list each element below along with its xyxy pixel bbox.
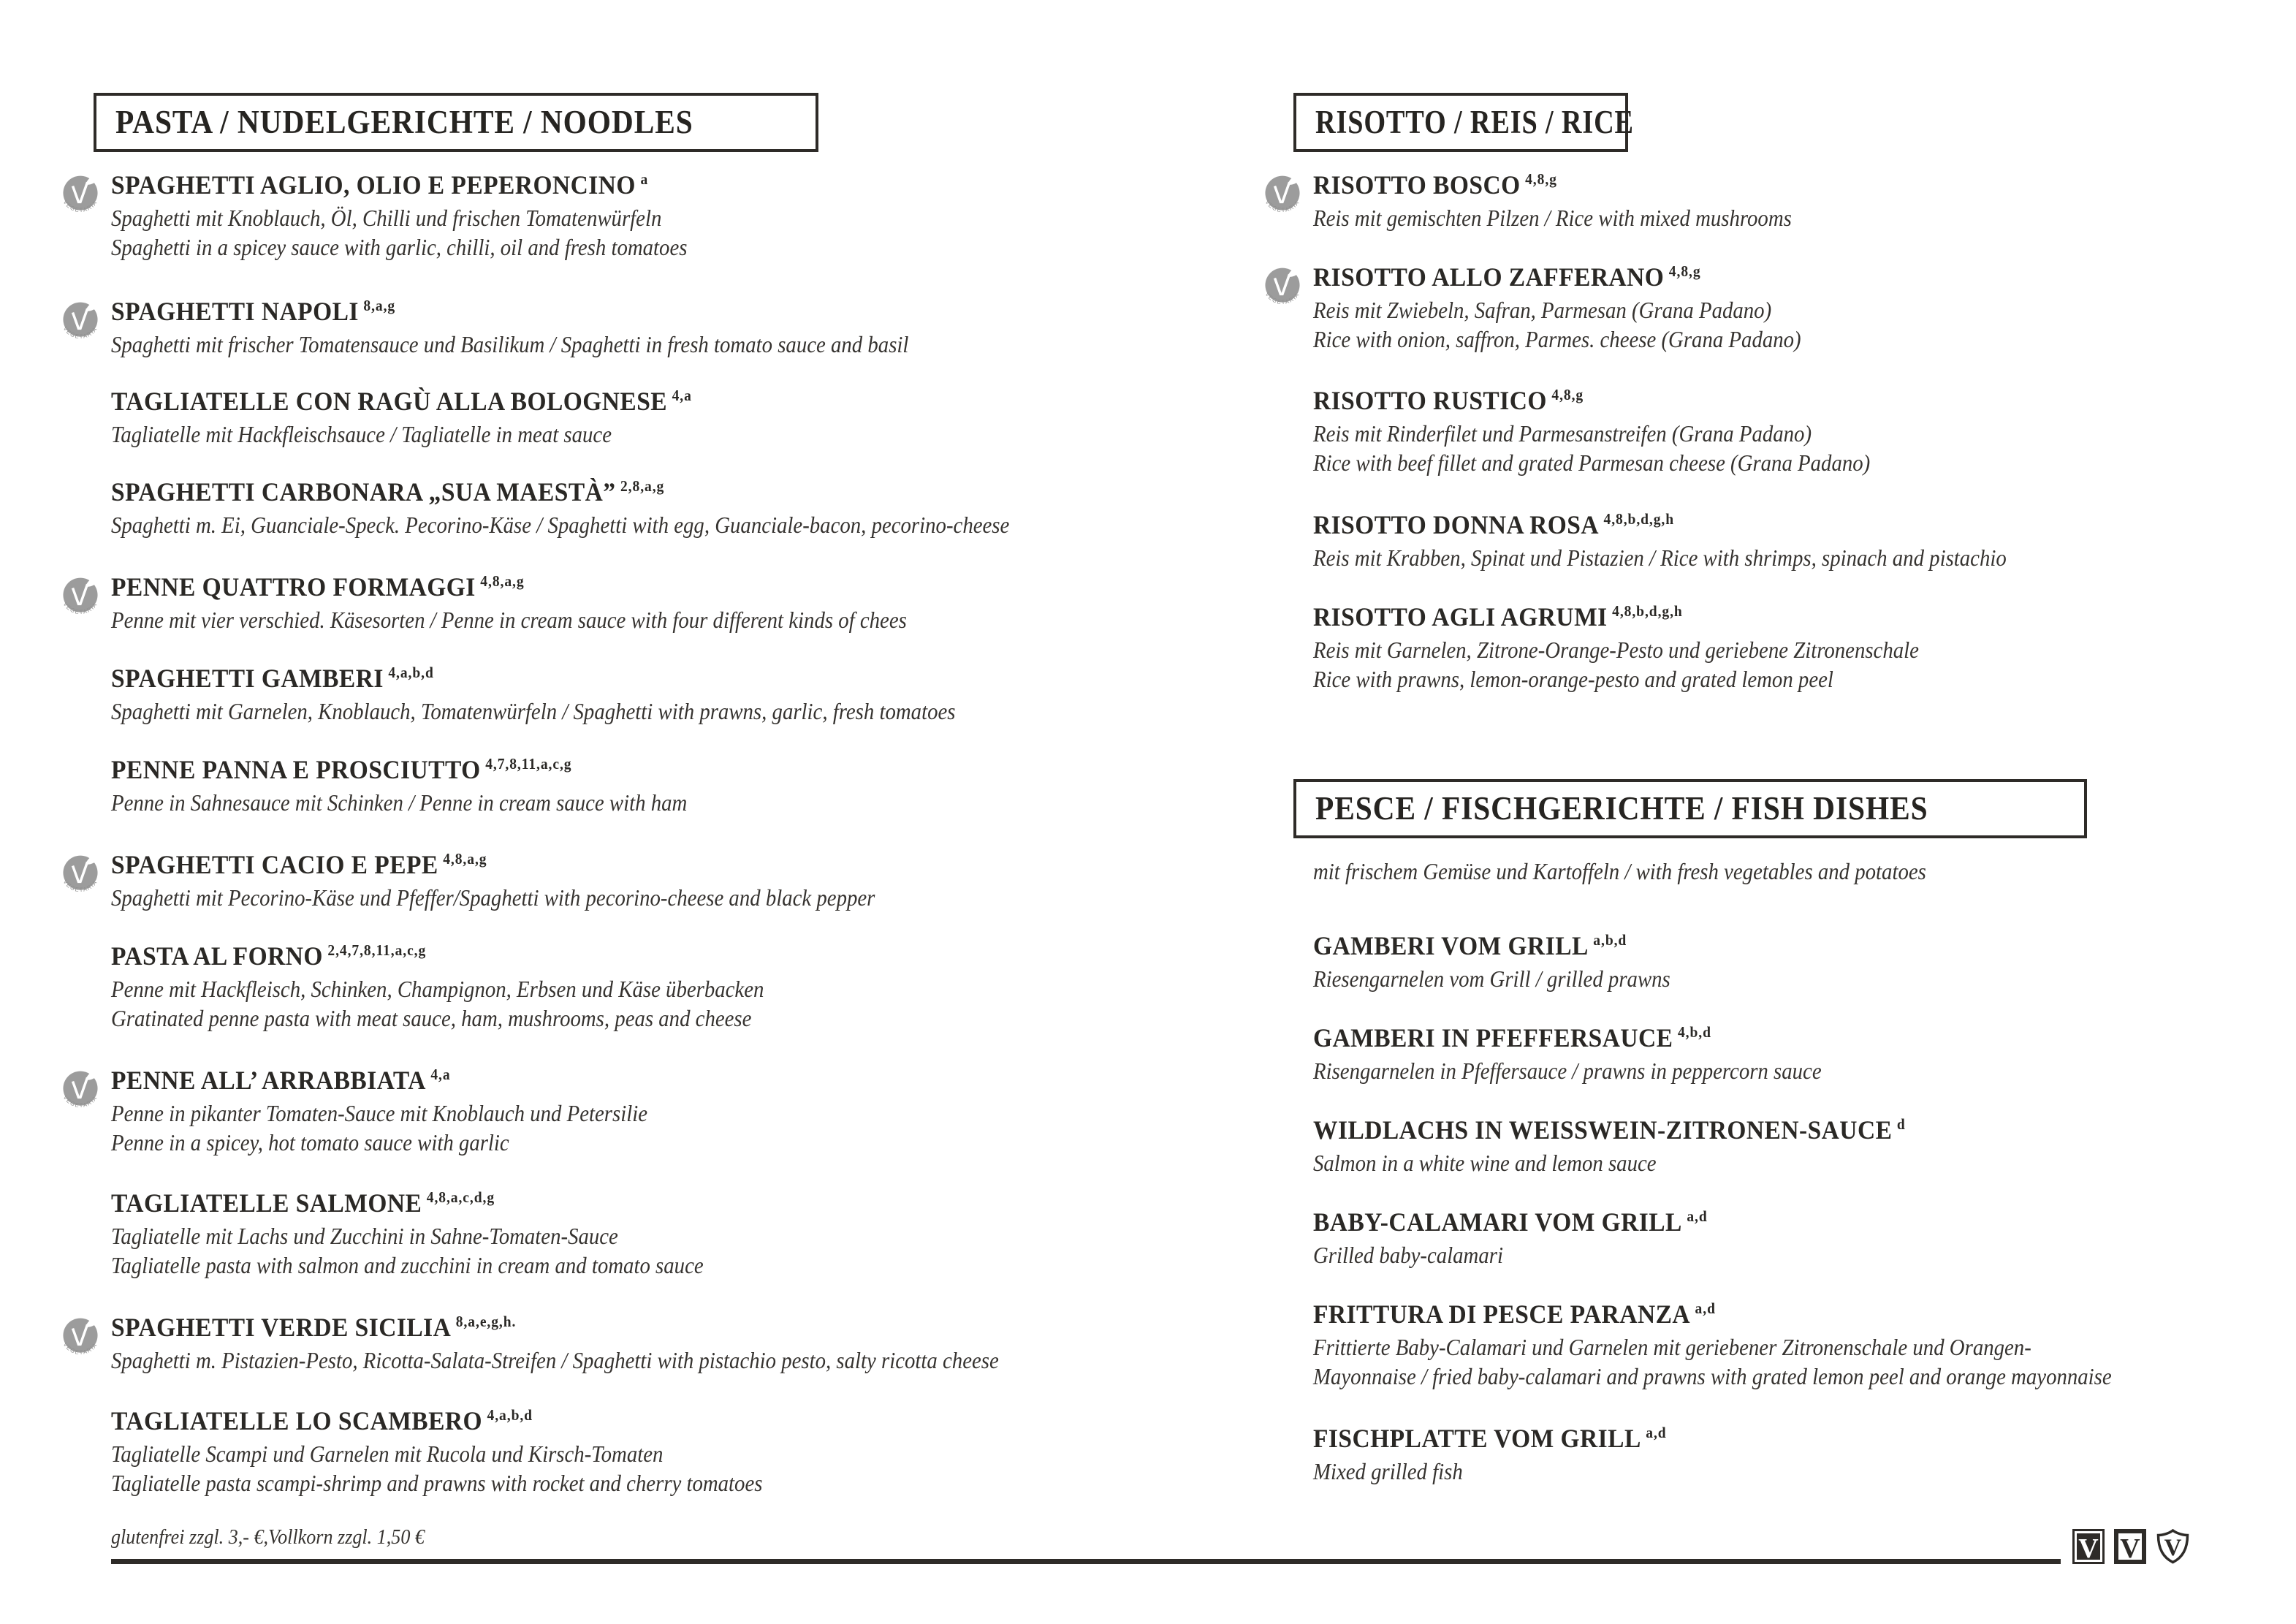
allergen-codes: a,b,d <box>1593 931 1627 949</box>
vegetarian-icon <box>60 1069 101 1119</box>
pesce-section-title: PESCE / FISCHGERICHTE / FISH DISHES <box>1315 790 1928 827</box>
dish-name <box>111 1313 1028 1346</box>
dish-name <box>1313 170 1808 203</box>
allergen-codes: 4,8,a,g <box>443 850 487 868</box>
vegetarian-icon <box>60 854 101 903</box>
dish-description: Penne mit vier verschied. Käsesorten / Penne in cream sauce with four different kinds of chees <box>111 607 907 633</box>
allergen-codes: 4,a <box>672 387 692 404</box>
dish-name-text: SPAGHETTI VERDE SICILIA <box>111 1313 452 1342</box>
dish-description-de: Tagliatelle mit Lachs und Zucchini in Sahne-Tomaten-Sauce <box>111 1223 618 1249</box>
vegetarian-icon <box>60 300 101 350</box>
dish-description: Reis mit Krabben, Spinat und Pistazien / Rice with shrimps, spinach and pistachio <box>1313 545 2007 571</box>
menu-item <box>1313 386 1932 477</box>
dish-description-en: Rice with onion, saffron, Parmes. cheese (Grana Padano) <box>1313 326 1801 352</box>
pasta-section-title: PASTA / NUDELGERICHTE / NOODLES <box>115 104 693 140</box>
menu-item <box>1313 262 1855 354</box>
dish-description-de: Frittierte Baby-Calamari und Garnelen mit geriebener Zitronenschale und Orangen- <box>1313 1334 2031 1360</box>
dish-name-text: SPAGHETTI CARBONARA „SUA MAESTÀ” <box>111 477 616 506</box>
dish-name <box>111 572 933 605</box>
dish-name-text: RISOTTO ALLO ZAFFERANO <box>1313 262 1665 292</box>
vegetarian-icon <box>1262 174 1303 224</box>
dish-name-text: SPAGHETTI GAMBERI <box>111 664 384 693</box>
dish-name <box>1313 510 2029 543</box>
dish-description: Riesengarnelen vom Grill / grilled prawns <box>1313 965 1670 992</box>
dish-description: Spaghetti mit Pecorino-Käse und Pfeffer/Spaghetti with pecorino-cheese and black pepper <box>111 884 875 911</box>
allergen-codes: 4,8,g <box>1668 262 1701 280</box>
dish-name-text: TAGLIATELLE CON RAGÙ ALLA BOLOGNESE <box>111 387 668 416</box>
dish-description: Tagliatelle mit Hackfleischsauce / Tagliatelle in meat sauce <box>111 421 612 447</box>
menu-item <box>1313 510 2083 572</box>
allergen-codes: 4,a <box>430 1066 451 1083</box>
menu-item <box>1313 1023 1878 1085</box>
dish-description-en: Gratinated penne pasta with meat sauce, ham, mushrooms, peas and cheese <box>111 1005 752 1031</box>
menu-item <box>1313 1424 1693 1486</box>
pasta-section-box <box>94 93 818 152</box>
menu-item <box>111 1313 1098 1375</box>
dish-name-text: PASTA AL FORNO <box>111 941 323 971</box>
dish-description-en: Mayonnaise / fried baby-calamari and prawns with grated lemon peel and orange mayonnaise <box>1313 1363 2112 1389</box>
dish-name-text: RISOTTO RUSTICO <box>1313 386 1547 415</box>
dish-description: Salmon in a white wine and lemon sauce <box>1313 1150 1657 1176</box>
allergen-codes: a,d <box>1695 1299 1716 1317</box>
footer-logos <box>2072 1529 2190 1564</box>
menu-item <box>1313 931 1710 993</box>
allergen-codes: 4,7,8,11,a,c,g <box>485 755 572 773</box>
dish-description-en: Rice with beef fillet and grated Parmesan cheese (Grana Padano) <box>1313 449 1871 476</box>
menu-item <box>1313 1299 2200 1391</box>
dish-description-en: Tagliatelle pasta scampi-shrimp and prawns with rocket and cherry tomatoes <box>111 1470 763 1496</box>
dish-name <box>1313 1299 2138 1332</box>
pesce-subtitle: mit frischem Gemüse und Kartoffeln / with fresh vegetables and potatoes <box>1313 858 1926 884</box>
menu-item <box>111 941 837 1033</box>
dish-name <box>1313 931 1682 964</box>
v-square-filled-icon <box>2072 1529 2105 1564</box>
dish-name <box>111 1406 784 1439</box>
dish-name <box>111 477 1039 510</box>
allergen-codes: 4,8,g <box>1551 386 1584 403</box>
dish-description: Spaghetti mit frischer Tomatensauce und Basilikum / Spaghetti in fresh tomato sauce and basil <box>111 331 909 357</box>
dish-name <box>111 387 692 420</box>
vegetarian-icon <box>60 1316 101 1366</box>
menu-item <box>111 1066 707 1157</box>
v-glyph: V <box>2120 1533 2140 1564</box>
dish-name <box>111 297 935 330</box>
dish-description-de: Reis mit Rinderfilet und Parmesanstreifen (Grana Padano) <box>1313 420 1812 447</box>
dish-name-text: SPAGHETTI CACIO E PEPE <box>111 850 438 879</box>
dish-name-text: BABY-CALAMARI VOM GRILL <box>1313 1207 1682 1237</box>
dish-name-text: WILDLACHS IN WEISSWEIN-ZITRONEN-SAUCE <box>1313 1115 1893 1145</box>
dish-name <box>111 941 786 974</box>
menu-item <box>1313 602 1986 694</box>
dish-description-en: Tagliatelle pasta with salmon and zucchini in cream and tomato sauce <box>111 1252 704 1278</box>
dish-description-de: Penne mit Hackfleisch, Schinken, Champignon, Erbsen und Käse überbacken <box>111 976 764 1002</box>
menu-item <box>111 387 736 449</box>
menu-item <box>1313 1207 1737 1270</box>
allergen-codes: 4,b,d <box>1677 1023 1711 1041</box>
dish-name <box>111 170 707 203</box>
dish-description-de: Penne in pikanter Tomaten-Sauce mit Knoblauch und Petersilie <box>111 1100 648 1126</box>
dish-name <box>111 1188 723 1221</box>
dish-description-en: Penne in a spicey, hot tomato sauce with garlic <box>111 1129 509 1156</box>
bottom-divider <box>111 1559 2061 1564</box>
allergen-codes: 4,8,g <box>1525 170 1557 188</box>
allergen-codes: 8,a,e,g,h. <box>455 1313 517 1330</box>
dish-description-en: Spaghetti in a spicey sauce with garlic, chilli, oil and fresh tomatoes <box>111 234 688 260</box>
dish-description-en: Rice with prawns, lemon-orange-pesto and grated lemon peel <box>1313 666 1833 692</box>
dish-name <box>1313 1023 1839 1056</box>
menu-item <box>111 850 960 912</box>
menu-item <box>1313 1115 1950 1177</box>
menu-item <box>111 477 1109 539</box>
dish-name <box>1313 602 1939 635</box>
dish-description-de: Tagliatelle Scampi und Garnelen mit Rucola und Kirsch-Tomaten <box>111 1441 664 1467</box>
dish-description-de: Reis mit Zwiebeln, Safran, Parmesan (Grana Padano) <box>1313 297 1772 323</box>
v-shield-icon <box>2156 1529 2190 1564</box>
vegetarian-icon <box>1262 266 1303 316</box>
dish-name <box>111 664 984 697</box>
dish-name <box>1313 262 1817 295</box>
dish-name-text: RISOTTO AGLI AGRUMI <box>1313 602 1608 631</box>
dish-name-text: PENNE PANNA E PROSCIUTTO <box>111 755 481 784</box>
dish-description: Mixed grilled fish <box>1313 1458 1463 1484</box>
risotto-section-box <box>1293 93 1634 152</box>
dish-name <box>1313 1115 1906 1148</box>
dish-name-text: SPAGHETTI AGLIO, OLIO E PEPERONCINO <box>111 170 636 200</box>
allergen-codes: a <box>640 170 649 188</box>
dish-name-text: GAMBERI VOM GRILL <box>1313 931 1589 960</box>
menu-item <box>111 170 751 262</box>
dish-description: Spaghetti m. Pistazien-Pesto, Ricotta-Salata-Streifen / Spaghetti with pistachio pesto, salty ricotta cheese <box>111 1347 999 1373</box>
dish-name <box>111 1066 665 1099</box>
dish-name-text: TAGLIATELLE SALMONE <box>111 1188 422 1218</box>
glutenfree-footnote: glutenfrei zzgl. 3,- €,Vollkorn zzgl. 1,50 € <box>111 1525 425 1549</box>
vegetarian-icon <box>60 174 101 224</box>
dish-name-text: RISOTTO DONNA ROSA <box>1313 510 1600 539</box>
allergen-codes: 4,8,b,d,g,h <box>1603 510 1675 528</box>
risotto-section-title: RISOTTO / REIS / RICE <box>1315 104 1634 140</box>
allergen-codes: 4,8,a,c,d,g <box>426 1188 495 1206</box>
dish-description-de: Reis mit Garnelen, Zitrone-Orange-Pesto und geriebene Zitronenschale <box>1313 637 1919 663</box>
dish-name-text: PENNE QUATTRO FORMAGGI <box>111 572 476 602</box>
v-glyph: V <box>2078 1533 2099 1564</box>
dish-description: Spaghetti mit Garnelen, Knoblauch, Tomatenwürfeln / Spaghetti with prawns, garlic, fresh tomatoes <box>111 698 956 724</box>
dish-name-text: RISOTTO BOSCO <box>1313 170 1521 200</box>
dish-description: Reis mit gemischten Pilzen / Rice with mixed mushrooms <box>1313 205 1792 231</box>
dish-description: Spaghetti m. Ei, Guanciale-Speck. Pecorino-Käse / Spaghetti with egg, Guanciale-bacon, pecorino-cheese <box>111 512 1010 538</box>
allergen-codes: 2,8,a,g <box>620 477 665 495</box>
v-square-outline-icon <box>2114 1529 2146 1564</box>
dish-name <box>1313 386 1889 419</box>
dish-name-text: SPAGHETTI NAPOLI <box>111 297 359 326</box>
vegetarian-icon <box>60 576 101 626</box>
menu-item <box>111 1406 835 1498</box>
dish-description: Penne in Sahnesauce mit Schinken / Penne in cream sauce with ham <box>111 789 688 816</box>
allergen-codes: 4,8,b,d,g,h <box>1612 602 1683 620</box>
allergen-codes: 8,a,g <box>363 297 396 314</box>
dish-name-text: GAMBERI IN PFEFFERSAUCE <box>1313 1023 1673 1052</box>
dish-description-de: Spaghetti mit Knoblauch, Öl, Chilli und frischen Tomatenwürfeln <box>111 205 662 231</box>
dish-description: Grilled baby-calamari <box>1313 1242 1503 1268</box>
menu-item <box>1313 170 1845 232</box>
dish-name-text: TAGLIATELLE LO SCAMBERO <box>111 1406 483 1435</box>
allergen-codes: 4,a,b,d <box>388 664 434 681</box>
v-glyph: V <box>2164 1535 2182 1561</box>
allergen-codes: 2,4,7,8,11,a,c,g <box>327 941 427 959</box>
dish-name-text: FRITTURA DI PESCE PARANZA <box>1313 1299 1691 1329</box>
allergen-codes: a,d <box>1646 1424 1667 1441</box>
allergen-codes: a,d <box>1687 1207 1708 1225</box>
dish-description: Risengarnelen in Pfeffersauce / prawns in peppercorn sauce <box>1313 1058 1822 1084</box>
dish-name-text: FISCHPLATTE VOM GRILL <box>1313 1424 1641 1453</box>
dish-name <box>1313 1207 1708 1240</box>
menu-item <box>111 755 751 817</box>
dish-name-text: PENNE ALL’ ARRABBIATA <box>111 1066 426 1095</box>
dish-name <box>1313 1424 1667 1457</box>
menu-item <box>111 297 997 359</box>
allergen-codes: d <box>1896 1115 1906 1133</box>
pesce-section-box <box>1293 779 2087 838</box>
dish-name <box>111 850 900 883</box>
menu-item <box>111 1188 769 1280</box>
dish-name <box>111 755 707 788</box>
menu-item <box>111 664 1049 726</box>
menu-item <box>111 572 995 634</box>
allergen-codes: 4,a,b,d <box>487 1406 533 1424</box>
allergen-codes: 4,8,a,g <box>480 572 525 590</box>
